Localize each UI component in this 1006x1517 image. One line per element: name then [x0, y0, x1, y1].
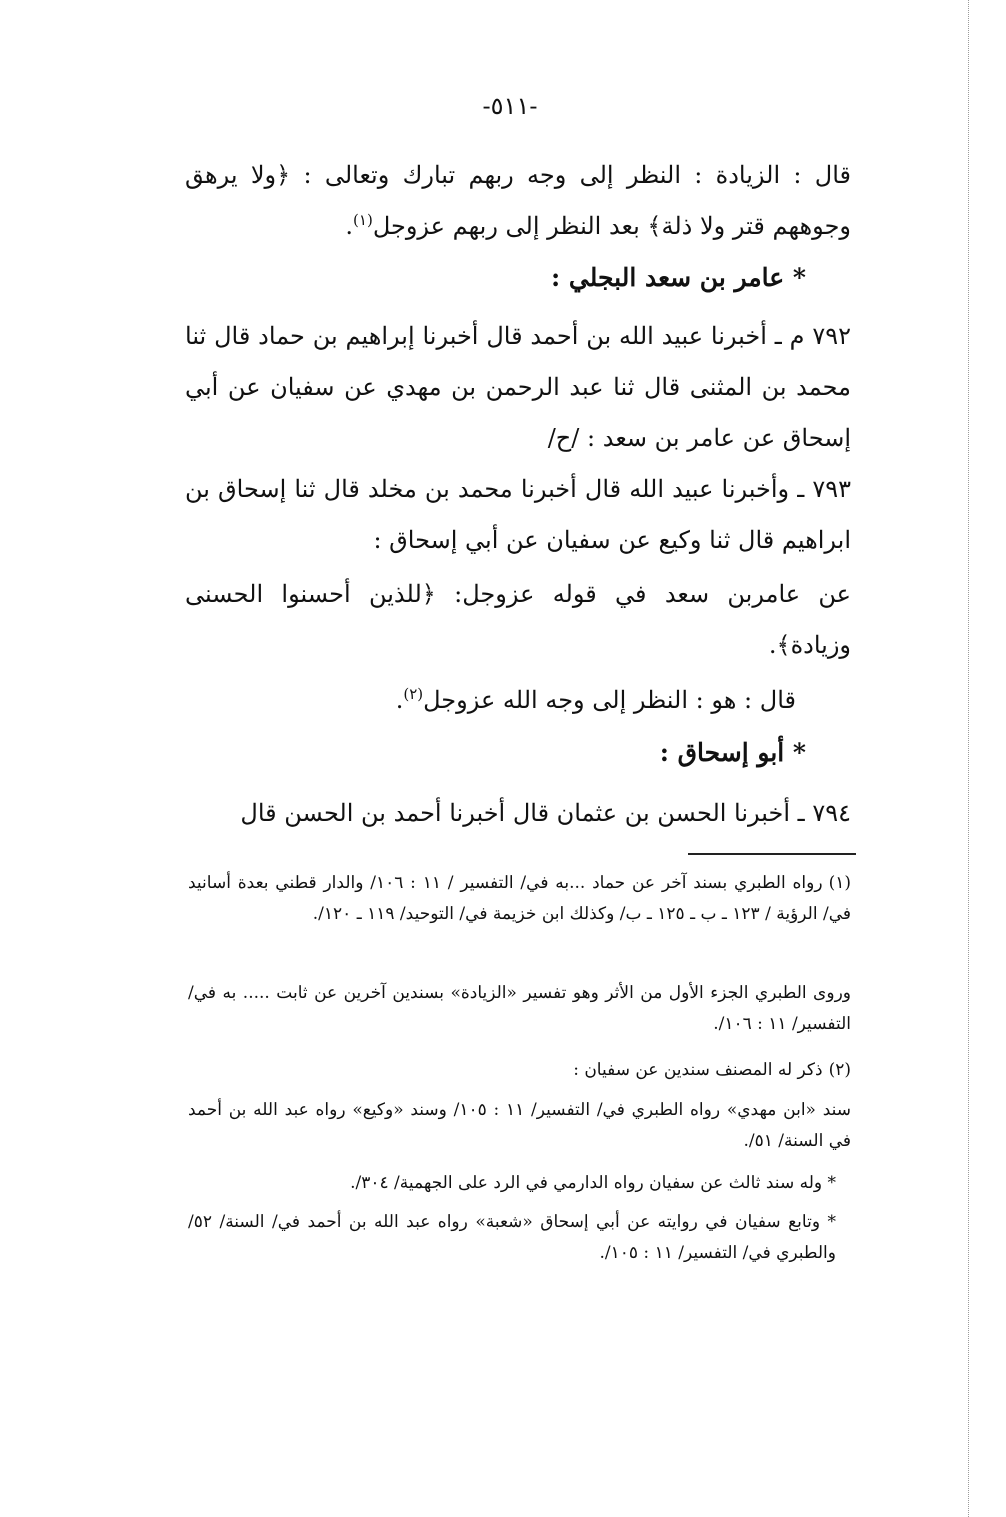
footnote-1 [188, 868, 851, 930]
page-number: -٥١١- [482, 92, 538, 120]
heading-amir-ibn-saad: * عامر بن سعد البجلي : [550, 263, 806, 292]
hadith-793: ٧٩٣ ـ وأخبرنا عبيد الله قال أخبرنا محمد بن مخلد قال ثنا إسحاق بن ابراهيم قال ثنا وكيع عن سفيان عن أبي إسحاق : [185, 475, 851, 554]
hadith-text-amir: عن عامربن سعد في قوله عزوجل: ﴿للذين أحسنوا الحسنى وزيادة﴾. [185, 580, 851, 659]
statement-nazar [396, 680, 796, 720]
statement-nazar-text: قال : هو : النظر إلى وجه الله عزوجل [423, 686, 796, 714]
heading-abu-ishaq: * أبو إسحاق : [659, 738, 806, 767]
footnote-separator [688, 853, 856, 855]
paragraph-ziyada-text: قال : الزيادة : النظر إلى وجه ربهم تبارك وتعالى : ﴿ولا يرهق وجوههم قتر ولا ذلة﴾ بعد النظر إلى ربهم عزوجل [185, 161, 851, 240]
footnote-2-bullet-2: * وتابع سفيان في روايته عن أبي إسحاق «شعبة» رواه عبد الله بن أحمد في/ السنة/ ٥٢/ والطبري في/ التفسير/ ١١ : ١٠٥/. [188, 1212, 836, 1263]
footnote-2-sanads: سند «ابن مهدي» رواه الطبري في/ التفسير/ ١١ : ١٠٥/ وسند «وكيع» رواه عبد الله بن أحمد في السنة/ ٥١/. [188, 1100, 852, 1151]
footnote-1-continuation: وروى الطبري الجزء الأول من الأثر وهو تفسير «الزيادة» بسندين آخرين عن ثابت ..... به في/ التفسير/ ١١ : ١٠٦/. [188, 983, 851, 1034]
footnote-2-number: (٢) [828, 1060, 851, 1080]
footnote-ref-1: (١) [353, 211, 373, 229]
footnote-1-text: رواه الطبري بسند آخر عن حماد ...به في/ التفسير / ١١ : ١٠٦/ والدار قطني بعدة أسانيد في/ الرؤية / ١٢٣ ـ ب ـ ١٢٥ ـ ب/ وكذلك ابن خزيمة في/ التوحيد/ ١١٩ ـ ١٢٠/. [188, 873, 851, 924]
footnote-ref-2: (٢) [403, 685, 424, 703]
statement-nazar-end: . [395, 686, 404, 714]
paragraph-ziyada [185, 150, 851, 252]
footnote-2-text: ذكر له المصنف سندين عن سفيان : [573, 1060, 823, 1080]
paragraph-ziyada-end: . [345, 212, 354, 240]
footnote-1-number: (١) [828, 873, 851, 893]
hadith-792: ٧٩٢ م ـ أخبرنا عبيد الله بن أحمد قال أخبرنا إبراهيم بن حماد قال ثنا محمد بن المثنى قال ثنا عبد الرحمن بن مهدي عن سفيان عن أبي إسحاق عن عامر بن سعد : /ح/ [185, 322, 851, 452]
hadith-794: ٧٩٤ ـ أخبرنا الحسن بن عثمان قال أخبرنا أحمد بن الحسن قال [240, 799, 851, 827]
footnote-2-bullet-1: * وله سند ثالث عن سفيان رواه الدارمي في الرد على الجهمية/ ٣٠٤/. [350, 1173, 836, 1193]
footnote-2 [188, 1055, 851, 1086]
page-edge-line [968, 0, 969, 1517]
